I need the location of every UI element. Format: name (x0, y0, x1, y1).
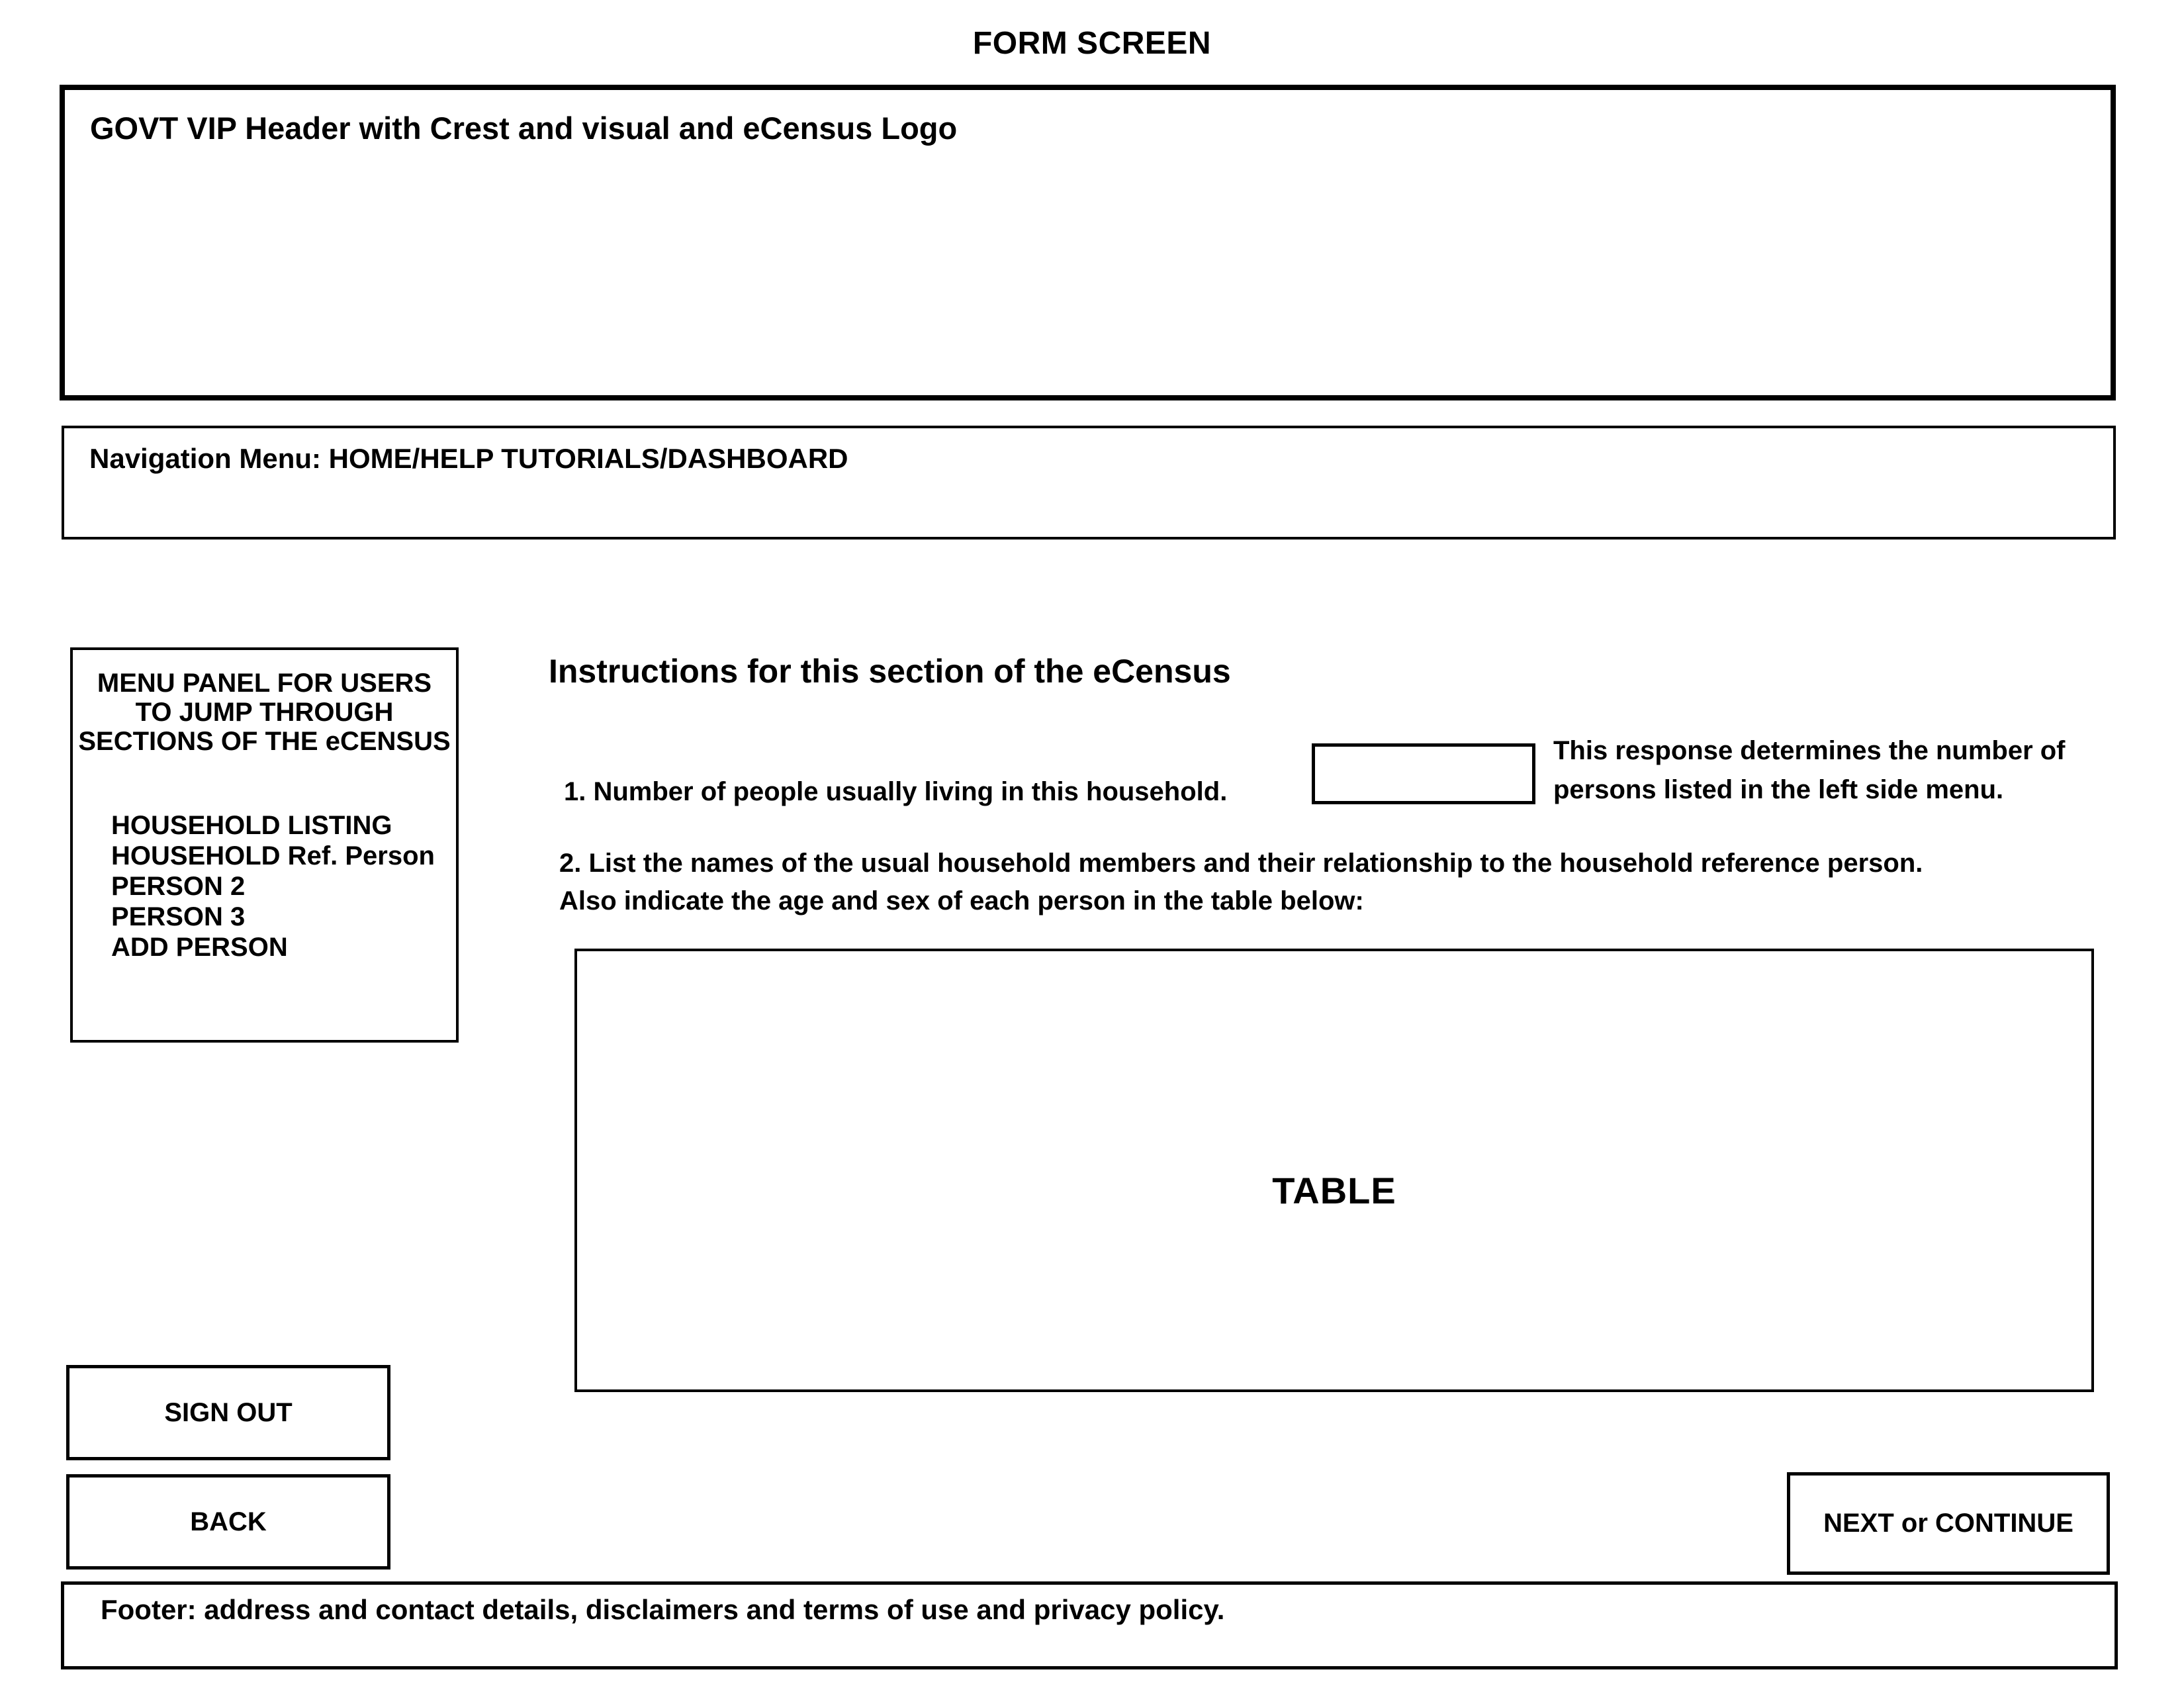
question-1-note-line1: This response determines the number of (1553, 736, 2066, 765)
menu-item-add-person[interactable]: ADD PERSON (111, 933, 288, 962)
question-1-note-line2: persons listed in the left side menu. (1553, 775, 2004, 804)
sign-out-button[interactable] (66, 1365, 390, 1460)
sign-out-button-label: SIGN OUT (164, 1397, 293, 1427)
table-placeholder-label: TABLE (1272, 1169, 1396, 1211)
page-title: FORM SCREEN (972, 26, 1212, 61)
menu-item-person-2[interactable]: PERSON 2 (111, 872, 246, 901)
question-1-note (1553, 731, 2096, 810)
section-menu-panel (70, 647, 459, 1043)
menu-item-household-ref-person[interactable]: HOUSEHOLD Ref. Person (111, 841, 435, 870)
menu-item-person-3[interactable]: PERSON 3 (111, 902, 246, 931)
question-2-line2: Also indicate the age and sex of each person in the table below: (559, 886, 1364, 915)
back-button[interactable] (66, 1474, 390, 1570)
footer (61, 1581, 2118, 1669)
footer-label: Footer: address and contact details, disclaimers and terms of use and privacy policy. (101, 1594, 1225, 1625)
household-size-input[interactable] (1312, 743, 1535, 804)
govt-header-label: GOVT VIP Header with Crest and visual and eCensus Logo (90, 111, 958, 146)
govt-header-banner (60, 85, 2116, 400)
menu-panel-heading-line2: TO JUMP THROUGH (135, 698, 394, 727)
navigation-menu[interactable] (62, 426, 2116, 539)
household-members-table (574, 949, 2094, 1392)
back-button-label: BACK (190, 1507, 267, 1536)
question-2-label (559, 845, 2101, 920)
question-1-label: 1. Number of people usually living in this household. (564, 777, 1228, 806)
menu-panel-heading-line3: SECTIONS OF THE eCENSUS (78, 727, 451, 756)
menu-panel-heading (73, 669, 456, 756)
menu-panel-heading-line1: MENU PANEL FOR USERS (97, 669, 432, 698)
next-or-continue-button[interactable] (1787, 1472, 2110, 1575)
next-or-continue-button-label: NEXT or CONTINUE (1823, 1509, 2073, 1538)
menu-item-list (73, 810, 456, 962)
instructions-heading: Instructions for this section of the eCensus (549, 653, 1231, 690)
question-2-line1: 2. List the names of the usual household members and their relationship to the household reference person. (559, 849, 1923, 878)
navigation-menu-label: Navigation Menu: HOME/HELP TUTORIALS/DASHBOARD (89, 443, 848, 474)
menu-item-household-listing[interactable]: HOUSEHOLD LISTING (111, 811, 392, 840)
